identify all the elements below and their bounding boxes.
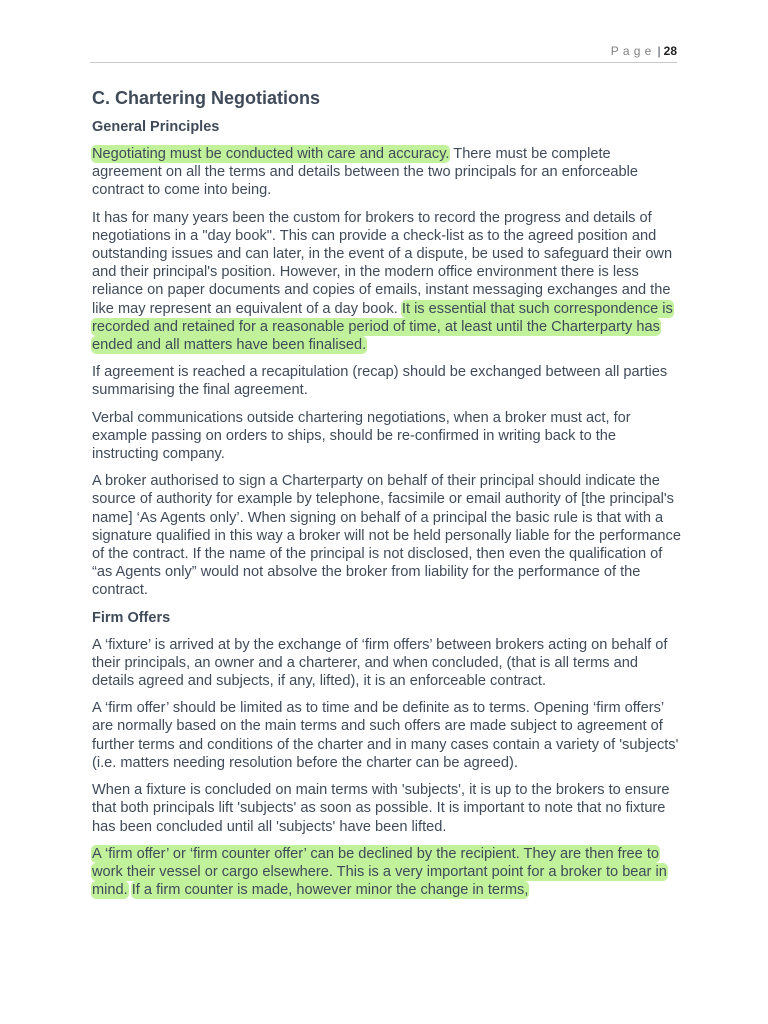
paragraph-4: Verbal communications outside chartering negotiations, when a broker must act, for example passing on orders to ships, should be re-confirmed in writing back to the instructing company. (92, 409, 631, 463)
paragraph-3: If agreement is reached a recapitulation (recap) should be exchanged between all parties summarising the final agreement. (92, 364, 668, 399)
highlighted-text: It is essential that such correspondence is recorded and retained for a reasonable period of time, at least until the Charterparty has ended and all matters have been finalised. (92, 300, 673, 354)
subheading-firm-offers: Firm Offers (92, 609, 171, 626)
paragraph-8: When a fixture is concluded on main terms with 'subjects', it is up to the brokers to ensure that both principals lift 'subjects' as soon as possible. It is important to note that no fixture has been concluded until all 'subjects' have been lifted. (92, 782, 670, 835)
paragraph-2 (92, 209, 682, 355)
highlighted-text: Negotiating must be conducted with care and accuracy. (92, 146, 450, 162)
subheading-general-principles: General Principles (92, 119, 220, 135)
page-header (90, 44, 677, 63)
page-number: 28 (663, 44, 677, 58)
document-body (92, 86, 682, 908)
paragraph-6: A ‘fixture’ is arrived at by the exchange of ‘firm offers’ between brokers acting on behalf of their principals, an owner and a charterer, and when concluded, (that is all terms and details agreed and subjects, if any, lifted), it is an enforceable contract. (92, 636, 668, 690)
paragraph-7: A ‘firm offer’ should be limited as to time and be definite as to terms. Opening ‘firm offers’ are normally based on the main terms and such offers are made subject to agreement of further terms and conditions of the charter and in many cases contain a variety of 'subjects' (i.e. matters needing resolution before the charter can be agreed). (92, 700, 679, 771)
paragraph-text: It has for many years been the custom for brokers to record the progress and details of negotiations in a "day book". This can provide a check-list as to the agreed position and outstanding issues and can later, in the event of a dispute, be used to safeguard their own and their principal's position. However, in the modern office environment there is less reliance on paper documents and copies of emails, instant messaging exchanges and the like may represent an equivalent of a day book. (92, 209, 673, 317)
paragraph-5: A broker authorised to sign a Charterparty on behalf of their principal should indicate the source of authority for example by telephone, facsimile or email authority of [the principal's name] ‘As Agents only’. When signing on behalf of a principal the basic rule is that with a signature qualified in this way a broker will not be held personally liable for the performance of the contract. If the name of the principal is not disclosed, then even the qualification of “as Agents only” would not absolve the broker from liability for the performance of the contract. (92, 473, 681, 599)
paragraph-text: There must be complete agreement on all the terms and details between the two principals for an enforceable contract to come into being. (92, 146, 638, 199)
section-title: C. Chartering Negotiations (92, 88, 321, 108)
highlighted-text: A ‘firm offer’ or ‘firm counter offer’ can be declined by the recipient. They are then free to work their vessel or cargo elsewhere. This is a very important point for a broker to bear in mind. (92, 845, 667, 899)
page-separator: | (657, 44, 661, 58)
highlighted-text: If a firm counter is made, however minor the change in terms, (131, 882, 529, 899)
paragraph-9 (92, 845, 682, 900)
page-label: Page (610, 44, 656, 58)
paragraph-1 (92, 145, 682, 200)
